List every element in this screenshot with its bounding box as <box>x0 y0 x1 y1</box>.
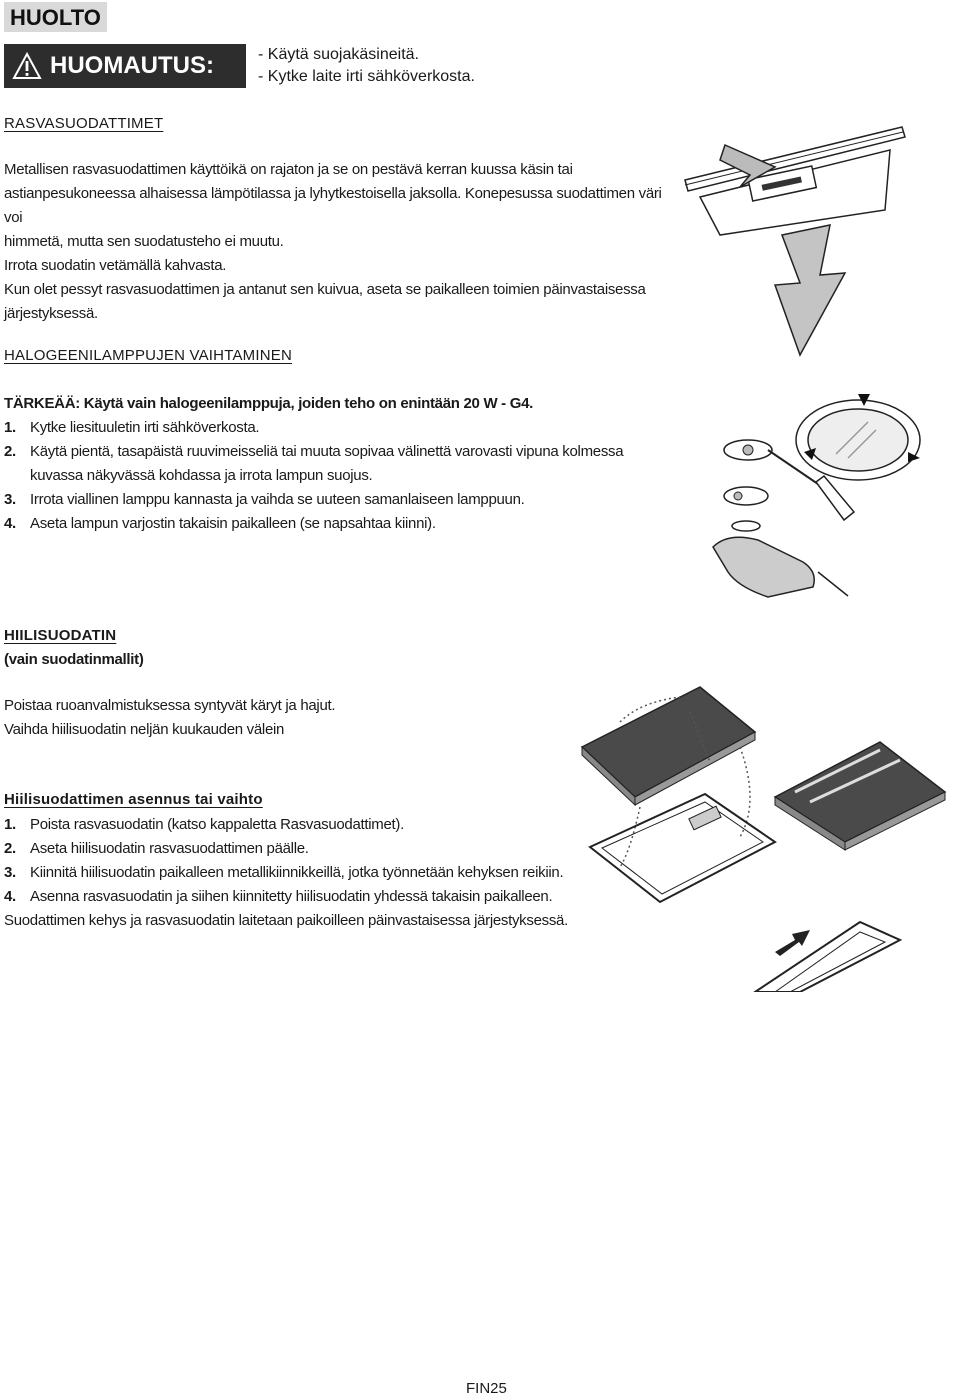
step-number: 2. <box>4 443 16 460</box>
halogen-important: TÄRKEÄÄ: Käytä vain halogeenilamppuja, joiden teho on enintään 20 W - G4. <box>4 395 534 412</box>
text-line: Vaihda hiilisuodatin neljän kuukauden välein <box>4 721 285 738</box>
section-title: HUOLTO <box>4 2 107 32</box>
step-text: Käytä pientä, tasapäistä ruuvimeisseliä tai muuta sopivaa välinettä varovasti vipuna kolmessa <box>30 443 624 460</box>
install-heading: Hiilisuodattimen asennus tai vaihto <box>4 791 263 808</box>
step-text: Poista rasvasuodatin (katso kappaletta Rasvasuodattimet). <box>30 816 404 833</box>
warning-item: - Käytä suojakäsineitä. <box>258 46 419 63</box>
text-line: Poistaa ruoanvalmistuksessa syntyvät käryt ja hajut. <box>4 697 336 714</box>
list-item <box>4 861 584 885</box>
page-number: FIN25 <box>466 1380 507 1397</box>
step-number: 1. <box>4 816 16 833</box>
step-text: Kiinnitä hiilisuodatin paikalleen metallikiinnikkeillä, jotka työnnetään kehyksen reikiin. <box>30 864 564 881</box>
list-item <box>4 837 584 861</box>
step-text: Asenna rasvasuodatin ja siihen kiinnitetty hiilisuodatin yhdessä takaisin paikalleen. <box>30 888 553 905</box>
step-text-continued: kuvassa näkyvässä kohdassa ja irrota lampun suojus. <box>30 467 373 484</box>
closing-text: Suodattimen kehys ja rasvasuodatin laitetaan paikoilleen päinvastaisessa järjestyksessä. <box>4 912 568 929</box>
warning-item: - Kytke laite irti sähköverkosta. <box>258 68 475 85</box>
grease-filter-removal-illustration <box>680 125 910 360</box>
grease-filters-heading: RASVASUODATTIMET <box>4 115 164 132</box>
charcoal-filter-installation-illustration <box>580 672 952 992</box>
warning-list <box>258 44 475 88</box>
warning-label: HUOMAUTUS: <box>50 52 214 79</box>
list-item <box>4 488 664 512</box>
step-number: 3. <box>4 864 16 881</box>
step-number: 4. <box>4 515 16 532</box>
grease-filters-text <box>4 158 664 326</box>
step-text: Aseta hiilisuodatin rasvasuodattimen päälle. <box>30 840 309 857</box>
warning-banner <box>4 44 246 88</box>
list-item <box>4 885 584 909</box>
text-line: Metallisen rasvasuodattimen käyttöikä on rajaton ja se on pestävä kerran kuussa käsin tai <box>4 161 573 178</box>
list-item <box>4 440 664 464</box>
step-text: Aseta lampun varjostin takaisin paikalleen (se napsahtaa kiinni). <box>30 515 436 532</box>
halogen-heading: HALOGEENILAMPPUJEN VAIHTAMINEN <box>4 347 292 364</box>
charcoal-text <box>4 694 604 742</box>
step-number: 2. <box>4 840 16 857</box>
step-number: 4. <box>4 888 16 905</box>
list-item <box>4 416 664 440</box>
text-line: järjestyksessä. <box>4 305 98 322</box>
step-text: Kytke liesituuletin irti sähköverkosta. <box>30 419 260 436</box>
charcoal-heading: HIILISUODATIN <box>4 627 117 644</box>
text-line: astianpesukoneessa alhaisessa lämpötilassa ja lyhytkestoisella jaksolla. Konepesussa suodattimen väri voi <box>4 185 662 226</box>
step-text: Irrota viallinen lamppu kannasta ja vaihda se uuteen samanlaiseen lamppuun. <box>30 491 525 508</box>
list-item <box>4 512 664 536</box>
text-line: himmetä, mutta sen suodatusteho ei muutu. <box>4 233 284 250</box>
install-steps <box>4 813 584 933</box>
halogen-lamp-replacement-illustration <box>708 392 936 600</box>
halogen-steps <box>4 416 664 536</box>
text-line: Irrota suodatin vetämällä kahvasta. <box>4 257 227 274</box>
text-line: Kun olet pessyt rasvasuodattimen ja antanut sen kuivua, aseta se paikalleen toimien päinvastaisessa <box>4 281 646 298</box>
list-item <box>4 813 584 837</box>
step-number: 3. <box>4 491 16 508</box>
charcoal-subheading: (vain suodatinmallit) <box>4 651 144 668</box>
warning-triangle-icon <box>12 52 42 80</box>
step-number: 1. <box>4 419 16 436</box>
